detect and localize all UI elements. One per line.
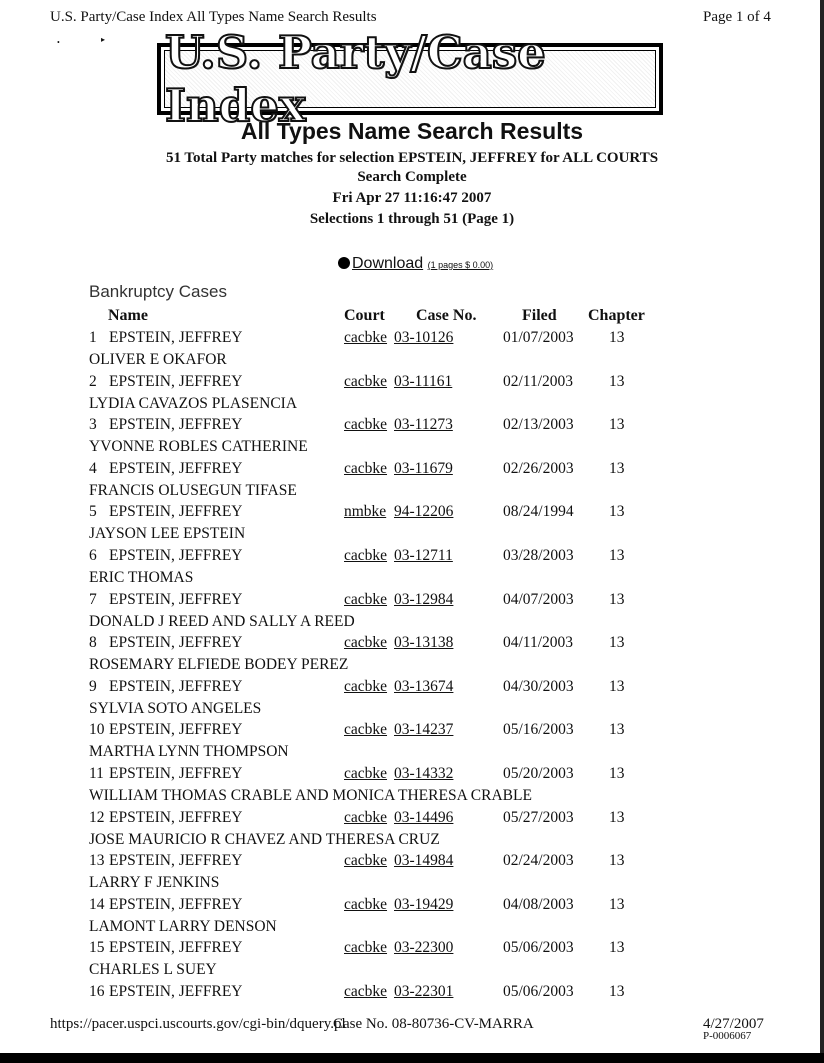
row-filed-date: 05/16/2003 (503, 721, 574, 739)
row-court-link[interactable]: cacbke (344, 721, 388, 739)
row-number: 5 (89, 503, 97, 521)
row-chapter: 13 (609, 852, 625, 870)
row-filed-date: 04/08/2003 (503, 895, 574, 913)
row-chapter: 13 (609, 503, 625, 521)
row-court-link[interactable]: cacbke (344, 372, 388, 390)
row-filed-date: 05/06/2003 (503, 983, 574, 1000)
column-header-court: Court (344, 307, 385, 324)
row-chapter: 13 (609, 677, 625, 695)
row-party-name: ROSEMARY ELFIEDE BODEY PEREZ (89, 656, 349, 674)
row-name: EPSTEIN, JEFFREY (109, 372, 243, 390)
row-court-link[interactable]: cacbke (344, 895, 388, 913)
row-number: 9 (89, 677, 97, 695)
row-case-link[interactable]: 03-14984 (394, 852, 454, 870)
row-court-link[interactable]: cacbke (344, 677, 388, 695)
row-number: 8 (89, 634, 97, 652)
row-court-link[interactable]: cacbke (344, 459, 388, 477)
row-name: EPSTEIN, JEFFREY (109, 590, 243, 608)
row-party-name: JOSE MAURICIO R CHAVEZ AND THERESA CRUZ (89, 830, 440, 848)
row-filed-date: 05/06/2003 (503, 939, 574, 957)
row-name: EPSTEIN, JEFFREY (109, 895, 243, 913)
page-edge (0, 1053, 824, 1063)
row-name: EPSTEIN, JEFFREY (109, 677, 243, 695)
row-chapter: 13 (609, 329, 625, 346)
row-chapter: 13 (609, 939, 625, 957)
bullet-icon (338, 257, 350, 269)
row-filed-date: 01/07/2003 (503, 329, 574, 346)
row-filed-date: 02/26/2003 (503, 459, 574, 477)
row-court-link[interactable]: cacbke (344, 590, 388, 608)
footer-url: https://pacer.uspci.uscourts.gov/cgi-bin/dquery.pl (50, 1016, 346, 1032)
row-name: EPSTEIN, JEFFREY (109, 547, 243, 564)
row-filed-date: 02/11/2003 (503, 372, 574, 390)
row-filed-date: 03/28/2003 (503, 547, 574, 564)
row-chapter: 13 (609, 765, 625, 782)
page-header-title: U.S. Party/Case Index All Types Name Search Results (50, 9, 377, 25)
row-filed-date: 02/24/2003 (503, 852, 574, 870)
row-court-link[interactable]: cacbke (344, 329, 388, 346)
row-court-link[interactable]: cacbke (344, 983, 388, 1000)
footer-case-number: Case No. 08-80736-CV-MARRA (333, 1016, 534, 1032)
row-party-name: LAMONT LARRY DENSON (89, 917, 277, 935)
bates-stamp: P-0006067 (703, 1030, 752, 1042)
row-name: EPSTEIN, JEFFREY (109, 939, 243, 957)
section-title: Bankruptcy Cases (89, 282, 227, 301)
row-chapter: 13 (609, 459, 625, 477)
row-name: EPSTEIN, JEFFREY (109, 634, 243, 652)
row-party-name: FRANCIS OLUSEGUN TIFASE (89, 481, 297, 499)
row-court-link[interactable]: cacbke (344, 939, 388, 957)
row-case-link[interactable]: 03-11273 (394, 416, 453, 434)
row-case-link[interactable]: 03-22301 (394, 983, 454, 1000)
row-number: 13 (89, 852, 105, 870)
row-case-link[interactable]: 03-13674 (394, 677, 454, 695)
row-case-link[interactable]: 03-12984 (394, 590, 454, 608)
row-party-name: YVONNE ROBLES CATHERINE (89, 438, 308, 456)
row-name: EPSTEIN, JEFFREY (109, 329, 243, 346)
row-party-name: LYDIA CAVAZOS PLASENCIA (89, 394, 298, 412)
download-link[interactable] (338, 255, 493, 273)
row-number: 12 (89, 808, 105, 826)
row-chapter: 13 (609, 547, 625, 564)
row-name: EPSTEIN, JEFFREY (109, 503, 243, 521)
download-label[interactable]: Download (352, 255, 424, 272)
row-case-link[interactable]: 03-22300 (394, 939, 454, 957)
download-cost: (1 pages $ 0.00) (427, 260, 494, 270)
column-header-case-no: Case No. (416, 307, 477, 324)
row-number: 11 (89, 765, 104, 782)
row-number: 4 (89, 459, 97, 477)
row-case-link[interactable]: 03-12711 (394, 547, 453, 564)
row-party-name: ERIC THOMAS (89, 569, 194, 586)
summary-timestamp: Fri Apr 27 11:16:47 2007 (332, 190, 492, 206)
row-filed-date: 05/27/2003 (503, 808, 574, 826)
page-number: Page 1 of 4 (703, 9, 771, 25)
row-number: 6 (89, 547, 97, 564)
scan-mark: ▸ (101, 35, 106, 44)
row-number: 7 (89, 590, 97, 608)
row-party-name: SYLVIA SOTO ANGELES (89, 699, 262, 717)
row-name: EPSTEIN, JEFFREY (109, 808, 243, 826)
row-chapter: 13 (609, 721, 625, 739)
footer-date: 4/27/2007 (703, 1016, 764, 1032)
page-edge (820, 0, 824, 1063)
row-party-name: CHARLES L SUEY (89, 961, 217, 979)
row-name: EPSTEIN, JEFFREY (109, 721, 243, 739)
row-number: 1 (89, 329, 97, 346)
row-chapter: 13 (609, 983, 625, 1000)
row-number: 3 (89, 416, 97, 434)
column-header-chapter: Chapter (588, 307, 645, 324)
row-chapter: 13 (609, 808, 625, 826)
row-name: EPSTEIN, JEFFREY (109, 459, 243, 477)
row-court-link[interactable]: cacbke (344, 547, 388, 564)
row-court-link[interactable]: cacbke (344, 852, 388, 870)
row-filed-date: 02/13/2003 (503, 416, 574, 434)
row-party-name: OLIVER E OKAFOR (89, 351, 227, 368)
summary-selections: Selections 1 through 51 (Page 1) (309, 211, 515, 227)
row-case-link[interactable]: 03-14332 (394, 765, 454, 782)
row-case-link[interactable]: 03-10126 (394, 329, 454, 346)
row-filed-date: 08/24/1994 (503, 503, 574, 521)
row-filed-date: 05/20/2003 (503, 765, 574, 782)
row-case-link[interactable]: 03-14237 (394, 721, 454, 739)
row-chapter: 13 (609, 895, 625, 913)
page-title: All Types Name Search Results (240, 118, 584, 144)
row-party-name: LARRY F JENKINS (89, 874, 220, 892)
row-case-link[interactable]: 03-13138 (394, 634, 454, 652)
row-court-link[interactable]: cacbke (344, 808, 388, 826)
summary-matches: 51 Total Party matches for selection EPSTEIN, JEFFREY for ALL COURTS (165, 150, 659, 166)
row-case-link[interactable]: 03-14496 (394, 808, 454, 826)
row-number: 14 (89, 895, 105, 913)
row-party-name: MARTHA LYNN THOMPSON (89, 743, 289, 761)
row-case-link[interactable]: 03-11679 (394, 459, 453, 477)
row-number: 10 (89, 721, 105, 739)
column-header-filed: Filed (522, 307, 557, 324)
row-name: EPSTEIN, JEFFREY (109, 765, 243, 782)
row-case-link[interactable]: 94-12206 (394, 503, 454, 521)
row-chapter: 13 (609, 416, 625, 434)
row-court-link[interactable]: cacbke (344, 634, 388, 652)
row-chapter: 13 (609, 634, 625, 652)
row-name: EPSTEIN, JEFFREY (109, 983, 243, 1000)
row-number: 15 (89, 939, 105, 957)
row-number: 2 (89, 372, 97, 390)
row-chapter: 13 (609, 590, 625, 608)
row-case-link[interactable]: 03-11161 (394, 372, 453, 390)
row-number: 16 (89, 983, 105, 1000)
row-court-link[interactable]: nmbke (344, 503, 387, 521)
row-party-name: DONALD J REED AND SALLY A REED (89, 612, 355, 630)
row-filed-date: 04/07/2003 (503, 590, 574, 608)
row-case-link[interactable]: 03-19429 (394, 895, 454, 913)
row-party-name: JAYSON LEE EPSTEIN (89, 525, 246, 543)
row-party-name: WILLIAM THOMAS CRABLE AND MONICA THERESA CRABLE (89, 787, 532, 804)
row-chapter: 13 (609, 372, 625, 390)
scan-mark: • (57, 38, 60, 47)
row-name: EPSTEIN, JEFFREY (109, 416, 243, 434)
logo-text: U.S. Party/Case Index (165, 26, 546, 132)
row-filed-date: 04/11/2003 (503, 634, 574, 652)
row-court-link[interactable]: cacbke (344, 765, 388, 782)
column-header-name: Name (108, 307, 148, 324)
row-court-link[interactable]: cacbke (344, 416, 388, 434)
summary-status: Search Complete (357, 169, 467, 185)
row-name: EPSTEIN, JEFFREY (109, 852, 243, 870)
row-filed-date: 04/30/2003 (503, 677, 574, 695)
